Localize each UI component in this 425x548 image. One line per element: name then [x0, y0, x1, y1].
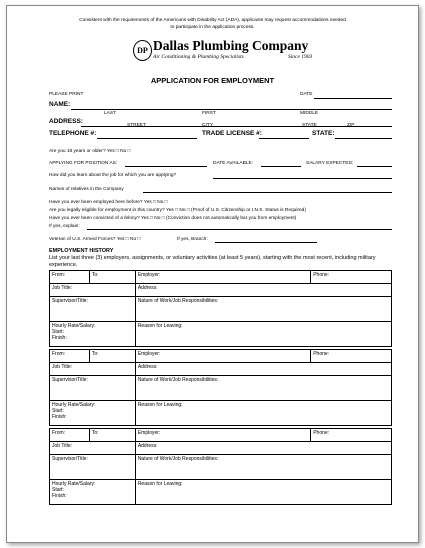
zip-caption: ZIP [347, 123, 355, 128]
date-available-label: DATE AVAILABLE: [213, 161, 253, 166]
finish-label: Finish: [52, 335, 67, 341]
employer-cell[interactable] [135, 429, 310, 442]
felony-question: Have you ever been convicted of a felony? Yes □ No □ (Conviction does not automatically bar you from employment) [49, 216, 297, 221]
employer-label: Employer: [137, 430, 161, 436]
job-title-label: Job Title: [52, 285, 73, 291]
please-print-label: PLEASE PRINT [49, 92, 84, 97]
address-label: Address: [137, 285, 158, 291]
from-label: From: [52, 351, 66, 357]
last-name-caption: LAST [104, 111, 116, 116]
to-label: To: [91, 272, 99, 278]
employment-history-instructions: List your last three (3) employers, assignments, or voluntary activities (at least 5 years), starting with the most recent, including military experience. [49, 255, 376, 268]
supervisor-label: Supervisor/Title: [52, 377, 88, 383]
age-question: Are you 18 years or older? Yes □ No □ [49, 149, 131, 154]
telephone-field[interactable] [97, 138, 197, 139]
from-cell[interactable] [50, 350, 90, 363]
position-label: APPLYING FOR POSITION AS: [49, 161, 118, 166]
middle-name-caption: MIDDLE [300, 111, 319, 116]
job-title-label: Job Title: [52, 364, 73, 370]
phone-label: Phone: [313, 430, 330, 436]
date-field[interactable] [314, 98, 392, 99]
employer-label: Employer: [137, 272, 161, 278]
application-page [6, 5, 419, 543]
first-name-caption: FIRST [202, 111, 216, 116]
date-available-field[interactable] [261, 166, 301, 167]
hourly-label: Hourly Rate/Salary: [52, 323, 96, 329]
form-title: APPLICATION FOR EMPLOYMENT [150, 76, 275, 85]
company-name: Dallas Plumbing Company [153, 38, 309, 53]
nature-cell[interactable] [135, 376, 391, 401]
veteran-question: Veteran of U.S. Armed Forces? Yes □ No □ [49, 237, 141, 242]
name-label: NAME: [49, 101, 71, 108]
phone-label: Phone: [313, 351, 330, 357]
branch-field[interactable] [215, 242, 317, 243]
reason-cell[interactable] [135, 480, 391, 505]
employment-history-heading: EMPLOYMENT HISTORY [49, 248, 114, 254]
reason-cell[interactable] [135, 401, 391, 426]
address-label: Address: [137, 364, 158, 370]
trade-license-label: TRADE LICENSE #: [202, 130, 262, 137]
name-field[interactable] [71, 109, 392, 110]
relatives-field[interactable] [143, 192, 392, 193]
hourly-label: Hourly Rate/Salary: [52, 481, 96, 487]
start-label: Start: [52, 487, 64, 493]
start-label: Start: [52, 408, 64, 414]
telephone-label: TELEPHONE #: [49, 130, 97, 137]
phone-cell[interactable] [311, 350, 392, 363]
nature-label: Nature of Work/Job Responsibilities: [137, 377, 219, 383]
address-cell[interactable] [135, 363, 391, 376]
reason-label: Reason for Leaving: [137, 323, 183, 329]
supervisor-cell[interactable] [50, 455, 136, 480]
address-label: ADDRESS: [49, 118, 83, 125]
job-title-cell[interactable] [50, 363, 136, 376]
explain-field[interactable] [87, 229, 392, 230]
ada-notice [7, 17, 418, 31]
hourly-cell[interactable] [50, 401, 136, 426]
nature-label: Nature of Work/Job Responsibilities: [137, 456, 219, 462]
to-cell[interactable] [89, 350, 135, 363]
phone-cell[interactable] [311, 271, 392, 284]
job-title-cell[interactable] [50, 442, 136, 455]
supervisor-cell[interactable] [50, 376, 136, 401]
job-title-label: Job Title: [52, 443, 73, 449]
to-label: To: [91, 430, 99, 436]
company-since: Since 1903 [288, 54, 313, 60]
trade-license-field[interactable] [259, 138, 309, 139]
job-title-cell[interactable] [50, 284, 136, 297]
start-label: Start: [52, 329, 64, 335]
from-cell[interactable] [50, 271, 90, 284]
hourly-cell[interactable] [50, 480, 136, 505]
phone-label: Phone: [313, 272, 330, 278]
to-cell[interactable] [89, 271, 135, 284]
street-caption: STREET [127, 123, 146, 128]
reason-label: Reason for Leaving: [137, 402, 183, 408]
finish-label: Finish: [52, 493, 67, 499]
employer-cell[interactable] [135, 271, 310, 284]
employed-before-question: Have you ever been employed here before? Yes □ No □ [49, 200, 168, 205]
company-logo-icon: DP [133, 40, 152, 61]
branch-label: If yes, Branch: [177, 237, 208, 242]
employer-label: Employer: [137, 351, 161, 357]
city-caption: CITY [202, 123, 213, 128]
learn-field[interactable] [213, 178, 392, 179]
ada-notice-line1: Consistent with the requirements of the Americans with Disability Act (ADA), applicants may request accommodations needed [79, 18, 346, 23]
employer-table-3 [49, 428, 392, 505]
address-label: Address: [137, 443, 158, 449]
eligible-question: Are you legally eligible for employment in this country? Yes □ No □ (Proof of U.S. Citizenship or I.N.S. Status is Required) [49, 208, 306, 213]
from-cell[interactable] [50, 429, 90, 442]
phone-cell[interactable] [311, 429, 392, 442]
employer-cell[interactable] [135, 350, 310, 363]
supervisor-label: Supervisor/Title: [52, 298, 88, 304]
ada-notice-line2: to participate in the application process. [170, 25, 255, 30]
salary-label: SALARY EXPECTED: [306, 161, 354, 166]
to-cell[interactable] [89, 429, 135, 442]
explain-label: If yes, explain: [49, 224, 80, 229]
reason-label: Reason for Leaving: [137, 481, 183, 487]
nature-cell[interactable] [135, 455, 391, 480]
to-label: To: [91, 351, 99, 357]
address-cell[interactable] [135, 442, 391, 455]
employer-table-1 [49, 270, 392, 347]
from-label: From: [52, 272, 66, 278]
position-field[interactable] [125, 166, 207, 167]
finish-label: Finish: [52, 414, 67, 420]
state-caption: STATE [302, 123, 317, 128]
relatives-question: Names of relatives in the Company [49, 187, 124, 192]
from-label: From: [52, 430, 66, 436]
date-label: DATE [300, 92, 313, 97]
nature-label: Nature of Work/Job Responsibilities: [137, 298, 219, 304]
company-tagline: Air Conditioning & Plumbing Specialists [153, 54, 244, 60]
hourly-cell[interactable] [50, 322, 136, 347]
hourly-label: Hourly Rate/Salary: [52, 402, 96, 408]
employer-table-2 [49, 349, 392, 426]
learn-question: How did you learn about the job for which you are applying? [49, 173, 177, 178]
license-state-label: STATE: [312, 130, 335, 137]
supervisor-cell[interactable] [50, 297, 136, 322]
reason-cell[interactable] [135, 322, 391, 347]
salary-field[interactable] [357, 166, 392, 167]
license-state-field[interactable] [335, 138, 392, 139]
nature-cell[interactable] [135, 297, 391, 322]
address-cell[interactable] [135, 284, 391, 297]
supervisor-label: Supervisor/Title: [52, 456, 88, 462]
